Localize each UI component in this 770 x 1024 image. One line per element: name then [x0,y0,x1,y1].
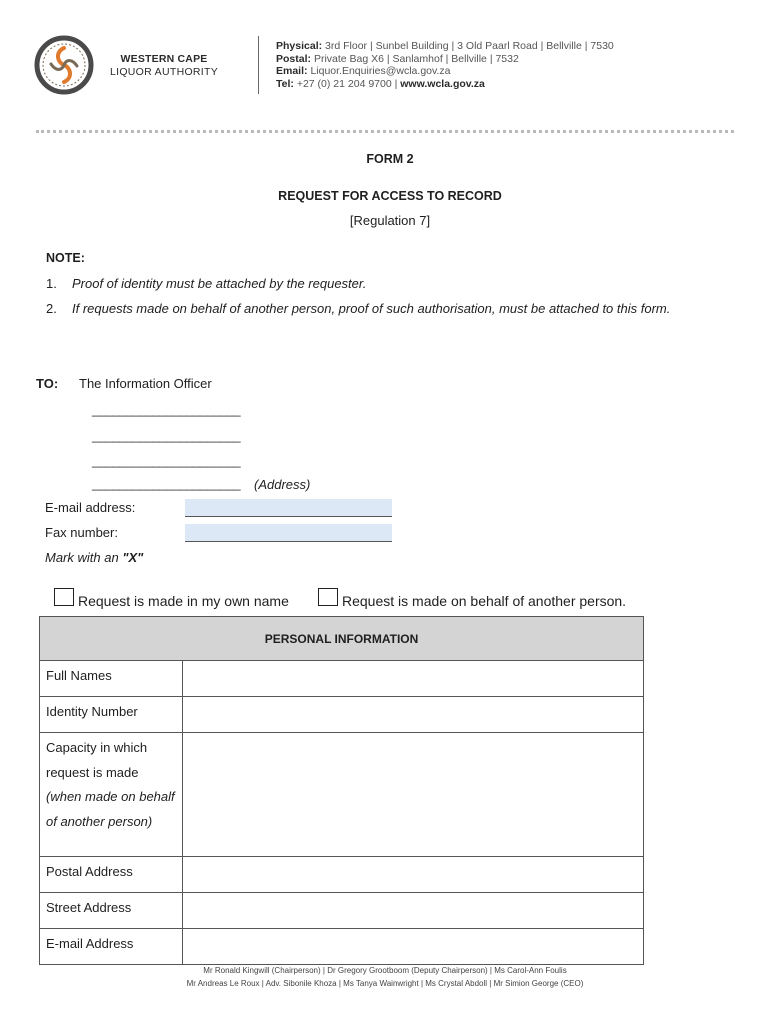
to-recipient: The Information Officer [79,376,212,391]
note-text: Proof of identity must be attached by the requester. [72,276,367,291]
logo-emblem [33,34,95,96]
personal-information-table [39,616,644,965]
table-row [40,893,644,929]
capacity-label: Capacity in which request is made [46,740,148,780]
table-row [40,733,644,857]
own-name-checkbox[interactable] [54,588,74,606]
row-label-capacity [40,733,183,857]
to-label: TO: [36,376,59,391]
email-label-header: Email: [276,65,308,77]
table-row [40,857,644,893]
row-label-identity-number: Identity Number [40,697,183,733]
address-line-4[interactable]: ______________________ [92,476,241,491]
postal-address-field[interactable] [183,857,644,893]
street-address-field[interactable] [183,893,644,929]
tel-label: Tel: [276,77,294,90]
org-name-line2: LIQUOR AUTHORITY [109,66,219,78]
behalf-checkbox-label: Request is made on behalf of another person. [342,593,627,609]
mark-instruction-x: "X" [122,550,144,565]
note-text: If requests made on behalf of another person, proof of such authorisation, must be attached to this form. [72,301,671,316]
note-number: 1. [46,276,57,291]
identity-number-field[interactable] [183,697,644,733]
table-row [40,661,644,697]
email-address-label: E-mail address: [45,500,136,515]
table-row [40,697,644,733]
note-item [46,272,736,296]
header-divider [258,36,259,94]
mark-instruction-text: Mark with an [45,550,123,565]
postal-address: Private Bag X6 | Sanlamhof | Bellville | 7532 [313,52,519,65]
row-label-full-names: Full Names [40,661,183,697]
footer-board-line-2: Mr Andreas Le Roux | Adv. Sibonile Khoza | Ms Tanya Wainwright | Ms Crystal Abdoll | Mr Simion George (CEO) [186,979,584,988]
note-heading: NOTE: [46,251,85,265]
contact-block [276,40,614,90]
postal-label: Postal: [276,52,312,65]
address-line-3[interactable]: ______________________ [92,453,241,468]
row-label-postal-address: Postal Address [40,857,183,893]
header-dotted-rule [36,130,734,133]
address-line-2[interactable]: ______________________ [92,428,241,443]
contact-email: Liquor.Enquiries@wcla.gov.za [310,65,451,77]
capacity-label-note: (when made on behalf of another person) [46,789,175,829]
full-names-field[interactable] [183,661,644,697]
form-number: FORM 2 [366,152,414,166]
telephone: +27 (0) 21 204 9700 | [296,77,398,90]
capacity-field[interactable] [183,733,644,857]
footer-board-line-1: Mr Ronald Kingwill (Chairperson) | Dr Gregory Grootboom (Deputy Chairperson) | Ms Carol-Ann Foulis [203,966,567,975]
physical-address: 3rd Floor | Sunbel Building | 3 Old Paarl Road | Bellville | 7530 [325,40,614,52]
address-line-1[interactable]: ______________________ [92,402,241,417]
org-name-line1: WESTERN CAPE [120,53,208,65]
table-row [40,929,644,965]
email-address-table-field[interactable] [183,929,644,965]
website-link[interactable]: www.wcla.gov.za [400,77,485,90]
row-label-street-address: Street Address [40,893,183,929]
form-title: REQUEST FOR ACCESS TO RECORD [278,189,502,203]
email-address-field[interactable] [185,499,392,517]
row-label-email-address: E-mail Address [40,929,183,965]
form-regulation: [Regulation 7] [349,213,431,228]
physical-label: Physical: [276,40,323,52]
note-item [46,297,736,321]
behalf-checkbox[interactable] [318,588,338,606]
own-name-checkbox-label: Request is made in my own name [78,593,289,609]
org-name [98,53,230,79]
address-hint: (Address) [254,477,311,492]
note-number: 2. [46,301,57,316]
fax-number-label: Fax number: [45,525,118,540]
fax-number-field[interactable] [185,524,392,542]
table-heading: PERSONAL INFORMATION [40,617,644,661]
mark-instruction [45,550,143,565]
